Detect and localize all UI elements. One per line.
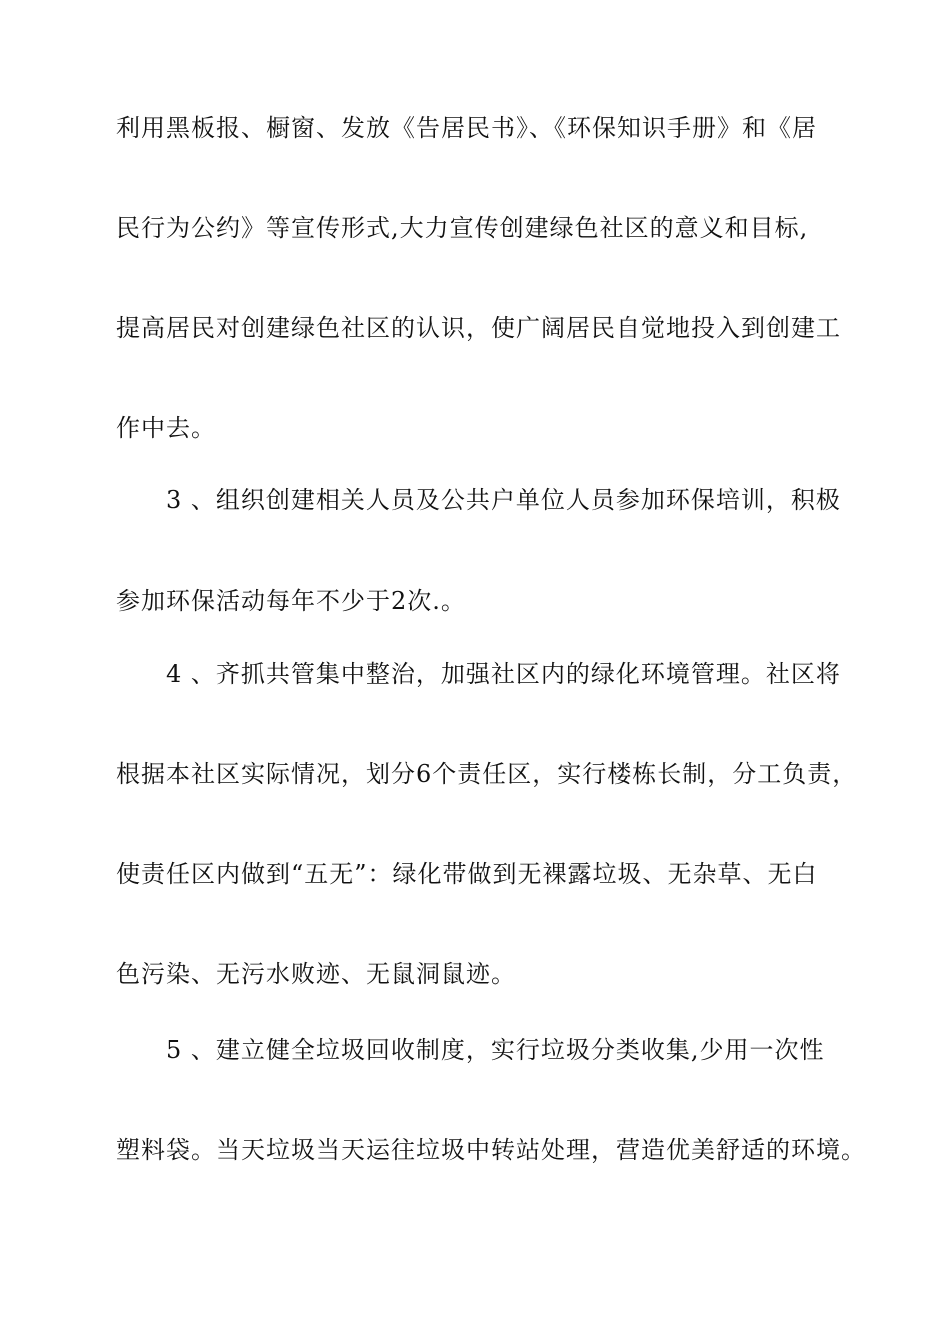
text-line-5: 3 、组织创建相关人员及公共户单位人员参加环保培训，积极 [166, 486, 841, 514]
text-line-9: 使责任区内做到“五无”：绿化带做到无裸露垃圾、无杂草、无白 [116, 860, 818, 888]
text-line-10: 色污染、无污水败迹、无鼠洞鼠迹。 [116, 960, 516, 988]
text-line-2: 民行为公约》等宣传形式,大力宣传创建绿色社区的意义和目标, [116, 214, 809, 242]
text-line-12: 塑料袋。当天垃圾当天运往垃圾中转站处理，营造优美舒适的环境。 [116, 1136, 866, 1164]
text-line-1: 利用黑板报、橱窗、发放《告居民书》、《环保知识手册》和《居 [116, 114, 817, 142]
text-line-8: 根据本社区实际情况，划分6个责任区，实行楼栋长制，分工负责， [116, 760, 858, 788]
text-line-7: 4 、齐抓共管集中整治，加强社区内的绿化环境管理。社区将 [166, 660, 841, 688]
text-line-3: 提高居民对创建绿色社区的认识，使广阔居民自觉地投入到创建工 [116, 314, 841, 342]
text-line-6: 参加环保活动每年不少于2次.。 [116, 587, 466, 615]
text-line-11: 5 、建立健全垃圾回收制度，实行垃圾分类收集,少用一次性 [166, 1036, 825, 1064]
text-line-4: 作中去。 [116, 414, 216, 442]
